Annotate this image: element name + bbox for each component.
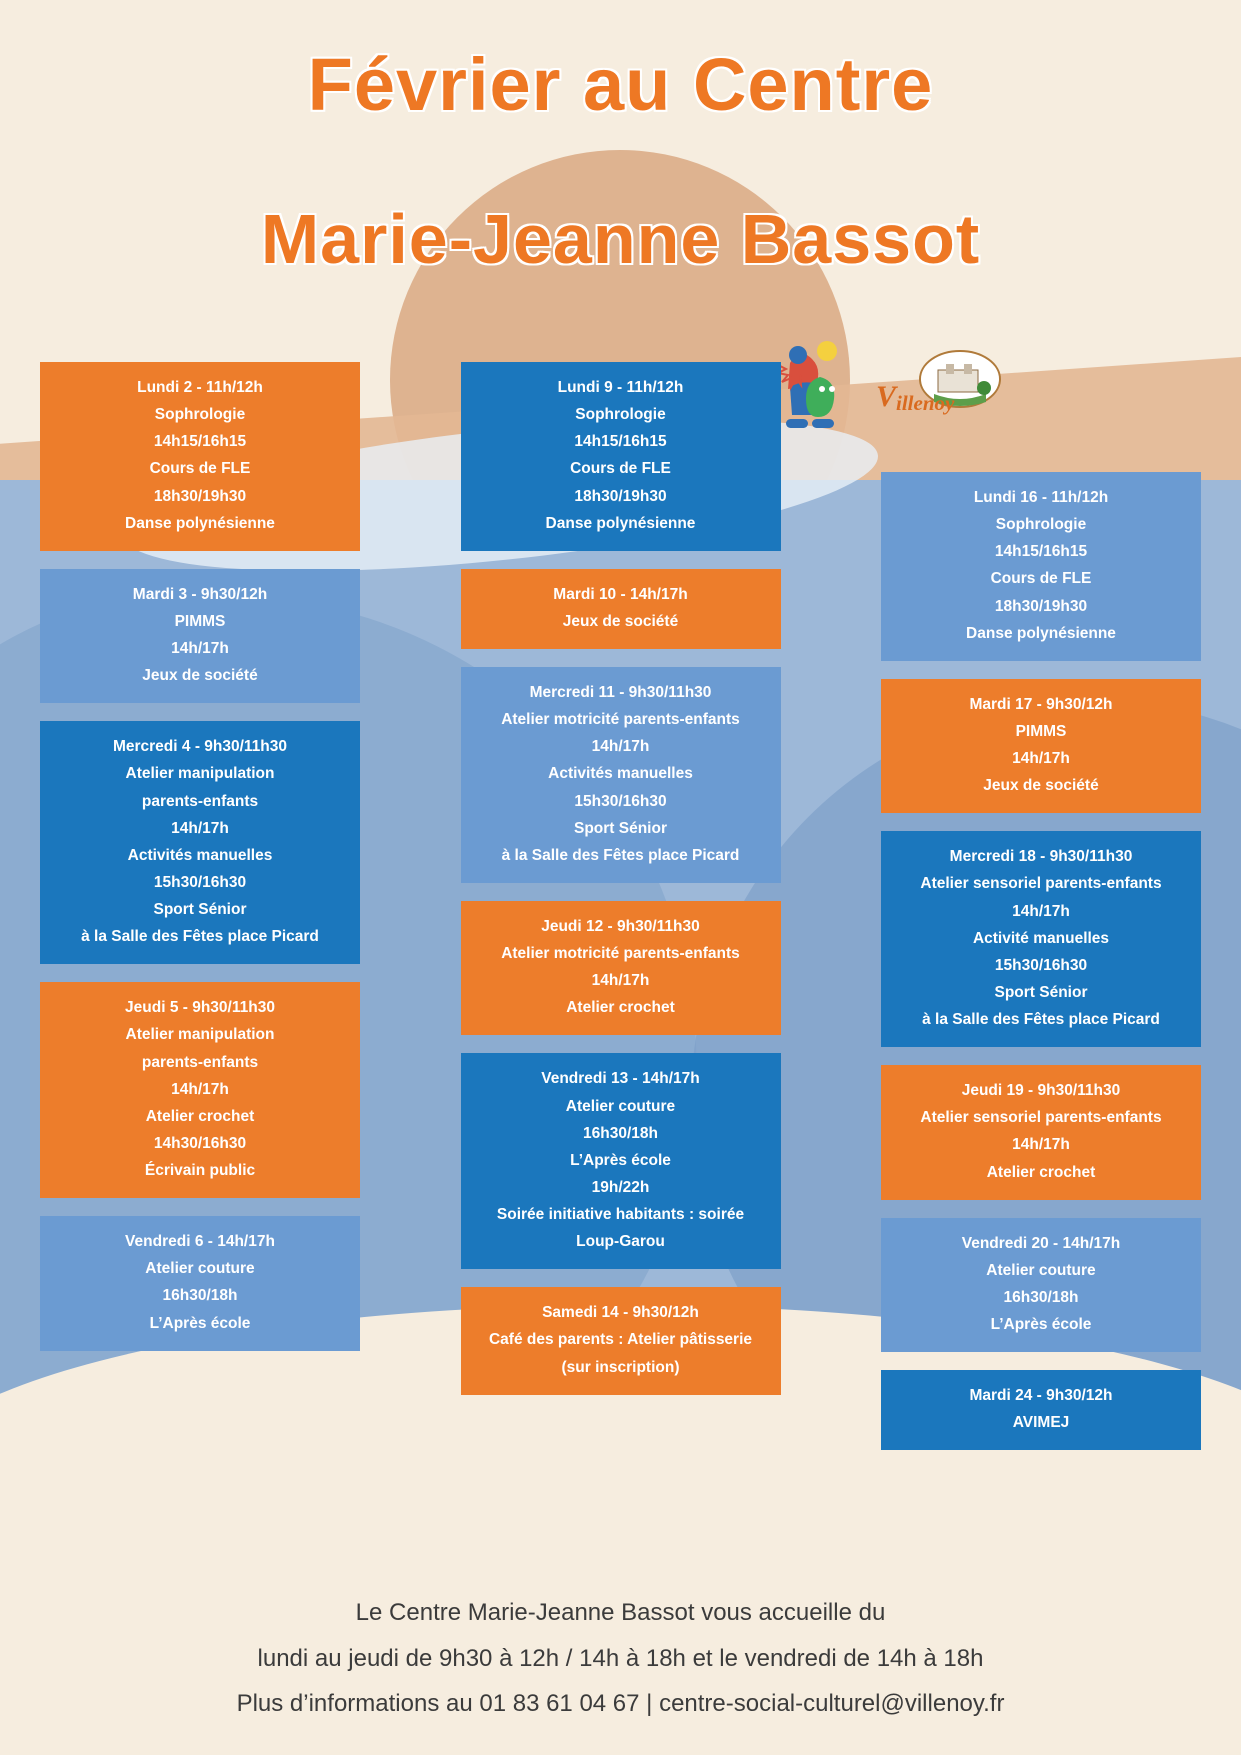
event-line: Atelier motricité parents-enfants [501, 711, 740, 729]
event-line: Jeudi 19 - 9h30/11h30 [961, 1082, 1121, 1100]
event-line: à la Salle des Fêtes place Picard [501, 846, 740, 864]
event-line: Atelier couture [986, 1261, 1096, 1279]
event-card [881, 679, 1201, 814]
event-line: parents-enfants [141, 1053, 259, 1071]
event-line: Loup-Garou [576, 1233, 665, 1251]
event-line: (sur inscription) [561, 1358, 680, 1376]
event-line: Sophrologie [154, 406, 246, 424]
schedule-columns [0, 362, 1241, 1468]
footer-line-1: Le Centre Marie-Jeanne Bassot vous accueille du [355, 1599, 886, 1627]
svg-text:illenoy: illenoy [896, 391, 955, 415]
event-line: Activités manuelles [548, 765, 693, 783]
event-card [881, 1218, 1201, 1353]
event-line: Sport Sénior [994, 983, 1088, 1001]
event-line: 14h/17h [591, 738, 650, 756]
event-line: 14h/17h [171, 819, 229, 837]
event-line: Vendredi 20 - 14h/17h [961, 1234, 1121, 1252]
event-line: L’Après école [149, 1314, 251, 1332]
event-line: 14h15/16h15 [574, 433, 667, 451]
page-title-line2: Marie-Jeanne Bassot [260, 200, 981, 278]
event-card [461, 362, 781, 551]
event-line: 16h30/18h [162, 1287, 238, 1305]
event-line: Atelier couture [145, 1260, 255, 1278]
event-line: 16h30/18h [583, 1124, 658, 1142]
event-card [461, 1287, 781, 1394]
event-line: 14h/17h [1012, 750, 1070, 767]
event-card [881, 831, 1201, 1047]
event-line: Mardi 3 - 9h30/12h [132, 585, 268, 603]
event-line: Jeux de société [983, 777, 1099, 795]
event-line: 19h/22h [591, 1178, 650, 1196]
event-line: 15h30/16h30 [574, 792, 667, 810]
event-line: Mardi 10 - 14h/17h [553, 585, 688, 603]
event-card [461, 901, 781, 1036]
event-line: Café des parents : Atelier pâtisserie [488, 1331, 753, 1349]
event-line: 14h15/16h15 [994, 543, 1088, 561]
event-line: Cours de FLE [149, 460, 251, 478]
event-line: Sophrologie [995, 516, 1087, 534]
event-card [881, 1370, 1201, 1450]
footer-line-2: lundi au jeudi de 9h30 à 12h / 14h à 18h et le vendredi de 14h à 18h [257, 1644, 984, 1672]
event-card [461, 667, 781, 883]
event-line: Jeudi 5 - 9h30/11h30 [125, 999, 275, 1017]
event-line: Danse polynésienne [545, 514, 696, 532]
event-line: Lundi 16 - 11h/12h [973, 489, 1109, 506]
event-card [40, 1216, 360, 1351]
event-card [881, 472, 1201, 661]
event-line: Sport Sénior [573, 819, 667, 837]
event-line: Atelier crochet [145, 1107, 255, 1125]
event-line: Sophrologie [575, 406, 666, 424]
event-line: Soirée initiative habitants : soirée [496, 1206, 745, 1223]
event-line: Mardi 24 - 9h30/12h [969, 1387, 1113, 1405]
event-line: Jeudi 12 - 9h30/11h30 [541, 917, 700, 935]
event-line: Atelier couture [565, 1097, 676, 1115]
event-line: à la Salle des Fêtes place Picard [922, 1011, 1160, 1028]
event-line: AVIMEJ [1012, 1414, 1070, 1432]
event-line: 18h30/19h30 [994, 597, 1088, 615]
event-line: L’Après école [570, 1151, 671, 1169]
event-line: Cours de FLE [570, 460, 671, 478]
event-line: PIMMS [1015, 722, 1067, 740]
event-card [40, 569, 360, 704]
event-line: 15h30/16h30 [153, 873, 247, 891]
event-card [461, 1053, 781, 1269]
event-card [40, 362, 360, 551]
event-line: 14h15/16h15 [153, 433, 247, 451]
event-line: Atelier sensoriel parents-enfants [920, 875, 1162, 893]
event-line: Samedi 14 - 9h30/12h [542, 1304, 699, 1322]
event-line: 14h30/16h30 [153, 1134, 247, 1152]
event-line: Activités manuelles [127, 846, 273, 864]
event-line: Vendredi 13 - 14h/17h [541, 1070, 700, 1088]
column-week3 [881, 362, 1201, 1468]
event-line: Danse polynésienne [966, 624, 1116, 642]
column-week1 [40, 362, 360, 1468]
event-line: Atelier motricité parents-enfants [501, 945, 740, 962]
event-line: Atelier manipulation [125, 765, 275, 783]
event-line: Cours de FLE [990, 570, 1092, 588]
event-line: Atelier crochet [986, 1163, 1096, 1181]
event-line: Lundi 9 - 11h/12h [557, 379, 684, 396]
event-card [881, 1065, 1201, 1200]
event-line: Mardi 17 - 9h30/12h [969, 695, 1113, 713]
event-line: Lundi 2 - 11h/12h [137, 379, 263, 396]
event-line: 14h/17h [591, 972, 650, 990]
event-line: Sport Sénior [153, 901, 247, 918]
event-line: Activité manuelles [972, 929, 1110, 947]
event-card [40, 982, 360, 1198]
event-line: 16h30/18h [1003, 1288, 1079, 1306]
event-line: 14h/17h [1012, 902, 1070, 920]
event-line: Écrivain public [144, 1162, 256, 1179]
event-line: parents-enfants [141, 792, 259, 810]
event-line: Mercredi 18 - 9h30/11h30 [949, 848, 1133, 866]
event-line: 18h30/19h30 [153, 487, 247, 505]
event-line: Vendredi 6 - 14h/17h [125, 1233, 275, 1251]
event-line: L’Après école [990, 1316, 1092, 1333]
event-line: à la Salle des Fêtes place Picard [81, 928, 319, 946]
event-line: Atelier manipulation [125, 1026, 275, 1044]
event-line: 15h30/16h30 [994, 956, 1088, 974]
event-card [40, 721, 360, 964]
event-line: 14h/17h [171, 1080, 229, 1098]
event-line: Atelier sensoriel parents-enfants [920, 1109, 1162, 1127]
svg-text:V: V [876, 380, 897, 413]
event-card [461, 569, 781, 649]
event-line: 14h/17h [1012, 1136, 1070, 1154]
page-title-line1: Février au Centre [307, 43, 934, 126]
event-line: Jeux de société [562, 612, 679, 630]
footer-info [0, 1590, 1241, 1727]
footer-line-3: Plus d’informations au 01 83 61 04 67 | centre-social-culturel@villenoy.fr [236, 1690, 1005, 1718]
event-line: Mercredi 4 - 9h30/11h30 [112, 738, 288, 756]
event-line: Atelier crochet [566, 999, 675, 1017]
event-line: Mercredi 11 - 9h30/11h30 [529, 684, 712, 701]
column-week2 [461, 362, 781, 1468]
event-line: 18h30/19h30 [574, 487, 667, 505]
event-line: Jeux de société [142, 667, 258, 685]
event-line: PIMMS [174, 612, 226, 630]
event-line: Danse polynésienne [125, 514, 275, 532]
event-line: 14h/17h [171, 640, 229, 657]
